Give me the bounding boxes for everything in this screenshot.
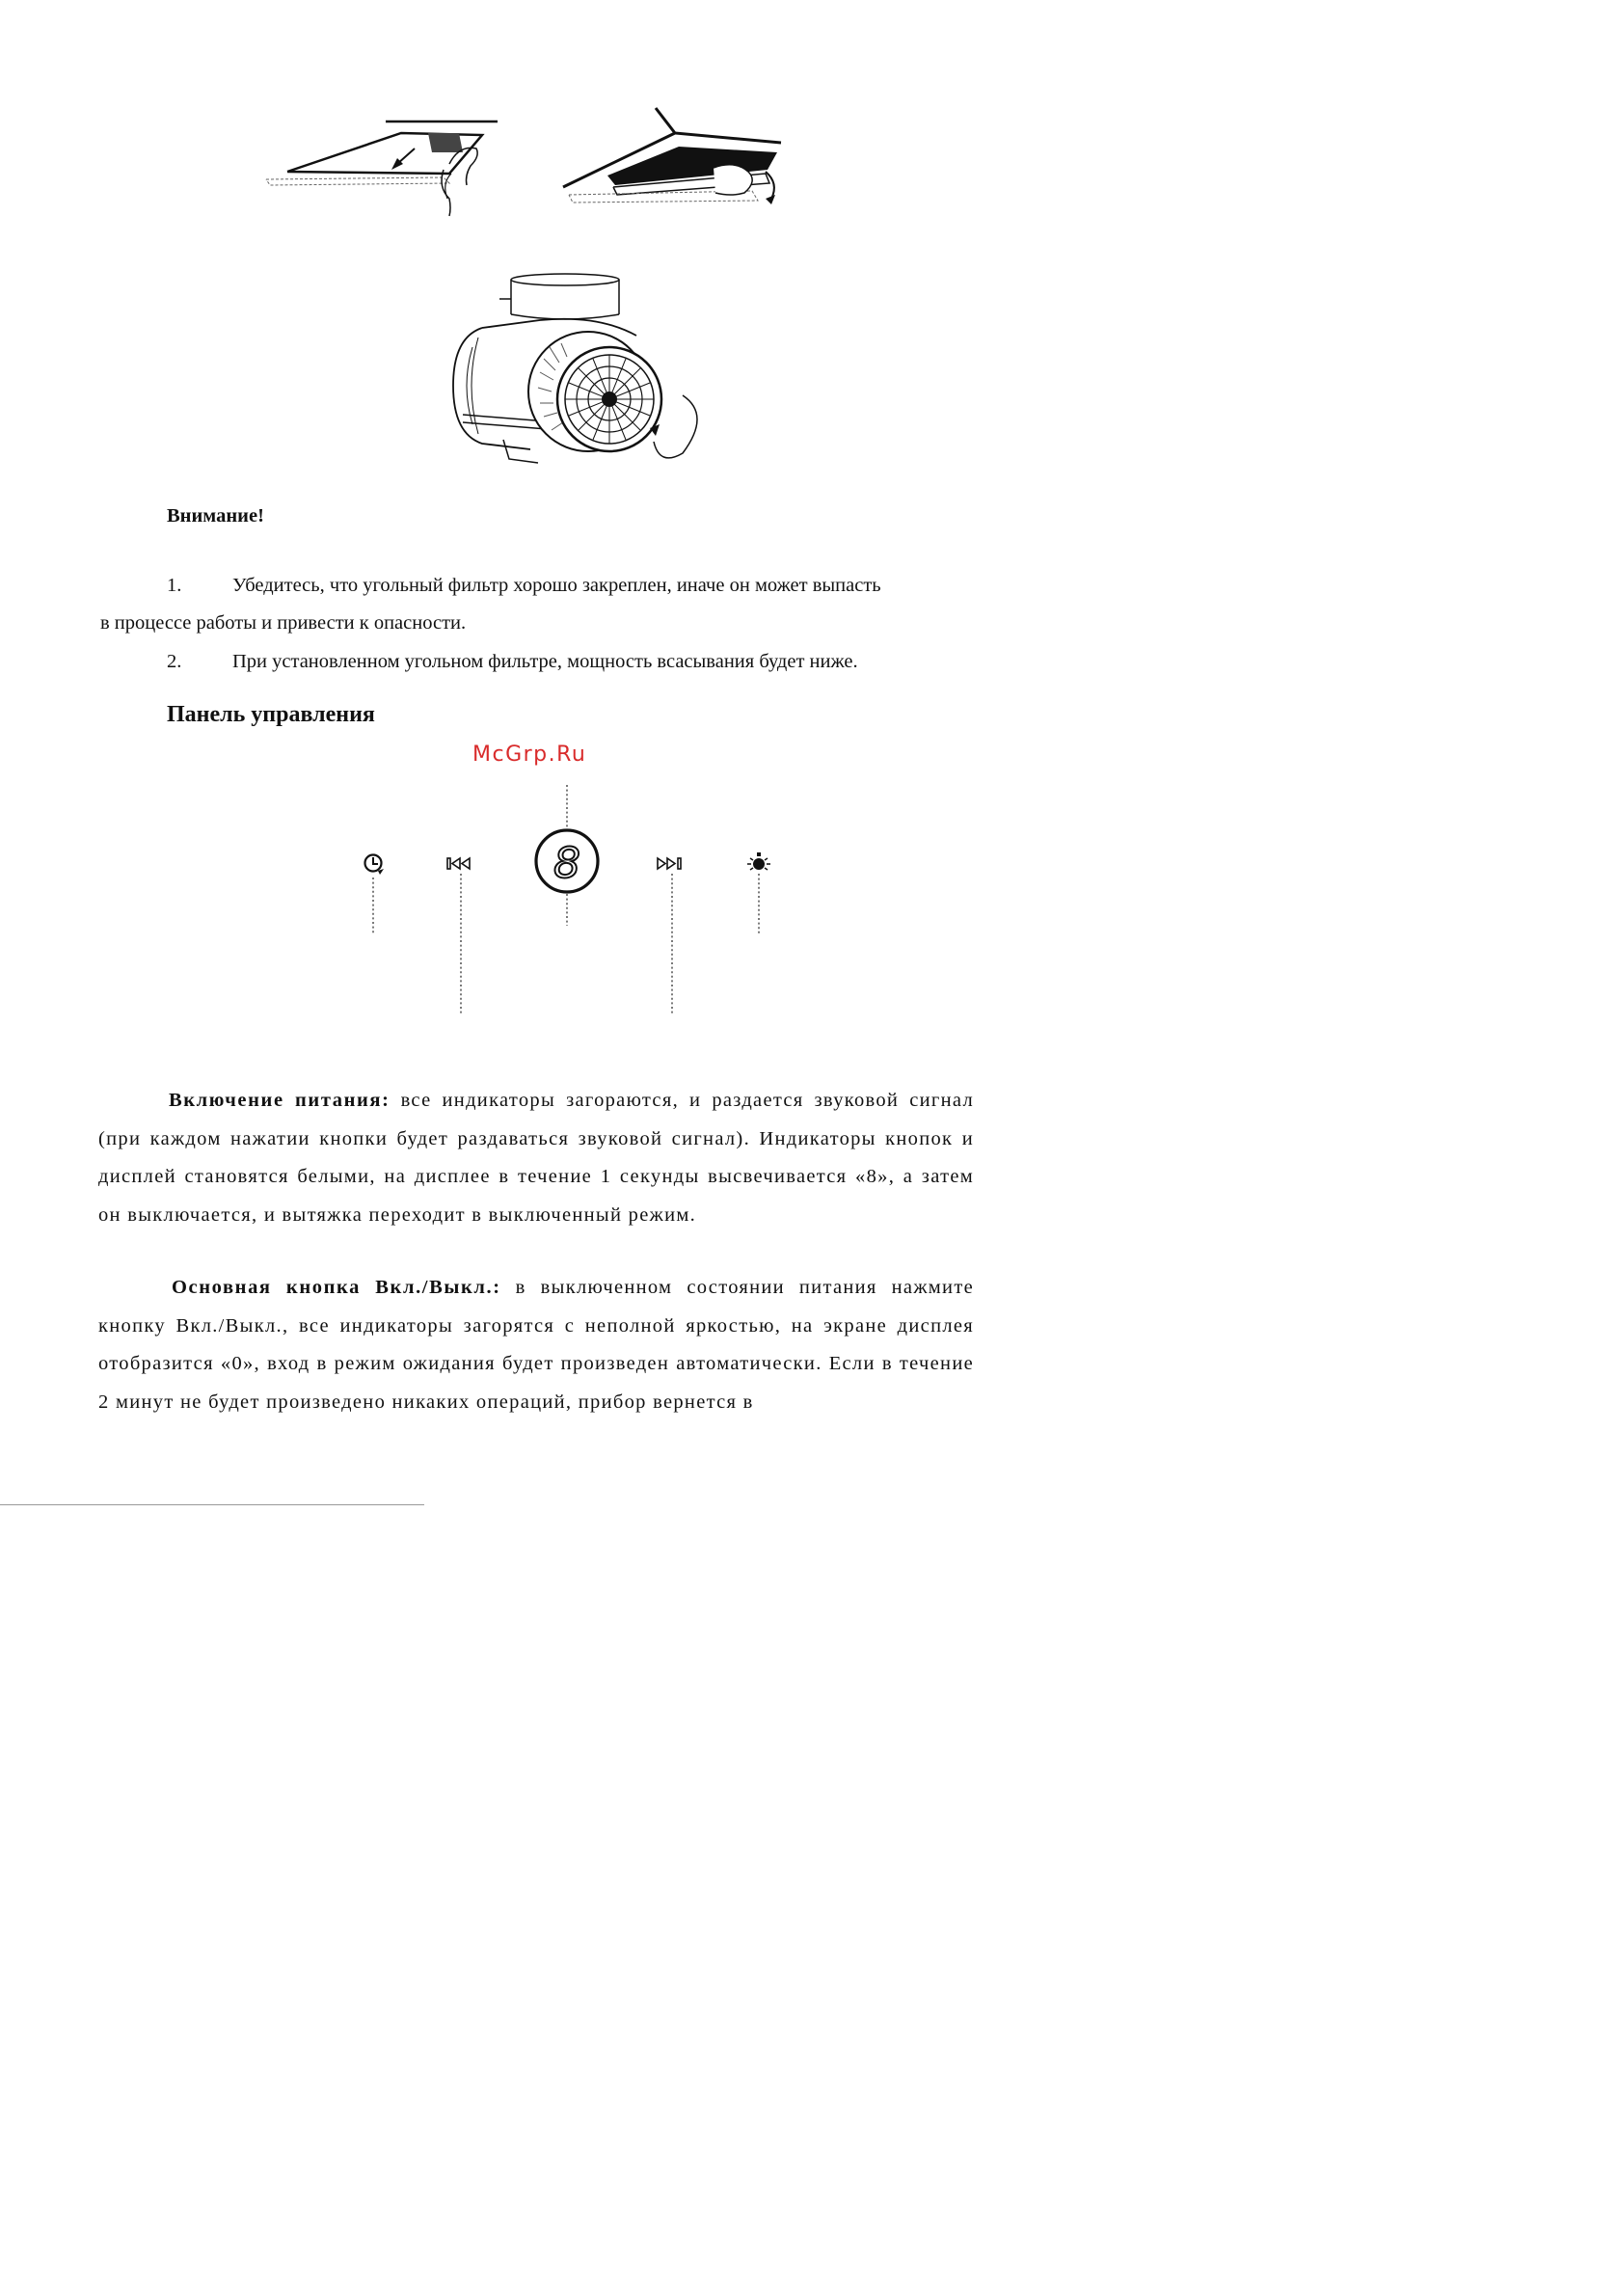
display-digit: 8	[553, 839, 580, 888]
warning-item-1-number: 1.	[167, 575, 182, 596]
power-on-paragraph	[98, 1082, 974, 1234]
watermark: McGrp.Ru	[472, 743, 587, 767]
control-panel-diagram	[0, 771, 1065, 1022]
main-button-paragraph	[98, 1269, 974, 1421]
main-button-text: в выключенном состоянии питания нажмите кнопку Вкл./Выкл., все индикаторы загорятся с неполной яркостью, на экране дисплея отобразится «0», вход в режим ожидания будет произведен автоматически. Если в течение 2 минут не будет произведено никаких операций, прибор вернется в	[98, 1277, 974, 1413]
warning-item-1-line1: Убедитесь, что угольный фильтр хорошо закреплен, иначе он может выпасть	[232, 575, 881, 596]
power-on-text: все индикаторы загораются, и раздается звуковой сигнал (при каждом нажатии кнопки будет раздаваться звуковой сигнал). Индикаторы кнопок и дисплей становятся белыми, на дисплее в течение 1 секунды высвечивается «8», а затем он выключается, и вытяжка переходит в выключенный режим.	[98, 1090, 974, 1226]
timer-icon	[365, 855, 385, 876]
warning-item-2-line1: При установленном угольном фильтре, мощность всасывания будет ниже.	[232, 651, 858, 672]
warning-title: Внимание!	[167, 505, 264, 527]
page-bottom-rule	[0, 1504, 424, 1505]
control-panel-title: Панель управления	[167, 702, 375, 727]
speed-down-icon	[447, 858, 470, 869]
display-icon	[536, 830, 598, 892]
speed-up-icon	[658, 858, 681, 869]
warning-item-2-number: 2.	[167, 651, 182, 672]
power-on-term: Включение питания:	[169, 1090, 391, 1111]
light-icon	[747, 852, 770, 870]
motor-filter-illustration	[444, 270, 714, 477]
main-button-term: Основная кнопка Вкл./Выкл.:	[172, 1277, 501, 1298]
filter-install-illustration	[559, 106, 791, 212]
filter-removal-illustration	[260, 114, 511, 220]
warning-item-1-line2: в процессе работы и привести к опасности.	[100, 612, 467, 634]
